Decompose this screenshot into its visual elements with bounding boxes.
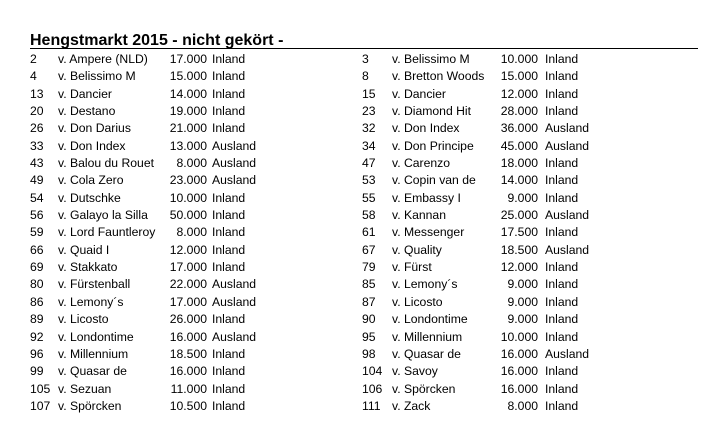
market: Ausland [212, 173, 257, 188]
sire-name: v. Belissimo M [58, 69, 136, 84]
price: 12.000 [500, 260, 538, 275]
lot-number: 34 [362, 138, 376, 153]
lot-number: 111 [362, 398, 381, 413]
market: Inland [545, 312, 579, 327]
market: Ausland [212, 329, 257, 344]
market: Inland [545, 86, 579, 101]
lot-number: 86 [30, 294, 44, 309]
price: 17.000 [169, 260, 207, 275]
lot-number: 105 [30, 381, 51, 396]
title-underline [30, 48, 698, 49]
price: 22.000 [169, 277, 207, 292]
market: Ausland [212, 156, 257, 171]
sire-name: v. Londontime [392, 312, 468, 327]
market: Inland [212, 104, 246, 119]
price: 9.000 [507, 294, 538, 309]
market: Inland [212, 225, 246, 240]
price: 10.000 [500, 329, 538, 344]
sire-name: v. Cola Zero [58, 173, 124, 188]
price: 8.000 [507, 398, 538, 413]
price: 16.000 [500, 346, 538, 361]
sire-name: v. Quality [392, 242, 442, 257]
lot-number: 66 [30, 242, 44, 257]
market: Inland [545, 190, 579, 205]
price: 17.500 [500, 225, 538, 240]
lot-number: 13 [30, 86, 44, 101]
lot-number: 67 [362, 242, 376, 257]
price: 10.500 [169, 398, 207, 413]
lot-number: 4 [30, 69, 37, 84]
market: Inland [545, 398, 579, 413]
market: Inland [212, 52, 246, 66]
sire-name: v. Balou du Rouet [58, 156, 154, 171]
market: Inland [212, 364, 246, 379]
price: 16.000 [500, 364, 538, 379]
sire-name: v. Stakkato [58, 260, 118, 275]
price: 15.000 [500, 69, 538, 84]
lot-number: 92 [30, 329, 44, 344]
lot-number: 104 [362, 364, 383, 379]
price: 26.000 [169, 312, 207, 327]
lot-number: 90 [362, 312, 376, 327]
market: Ausland [545, 121, 590, 136]
lot-number: 8 [362, 69, 369, 84]
market: Inland [212, 242, 246, 257]
lot-number: 61 [362, 225, 376, 240]
price: 17.000 [169, 294, 207, 309]
market: Inland [545, 364, 579, 379]
price: 10.000 [169, 190, 207, 205]
price: 9.000 [507, 312, 538, 327]
page-title: Hengstmarkt 2015 - nicht gekört - [30, 32, 284, 49]
lot-number: 69 [30, 260, 44, 275]
lot-number: 43 [30, 156, 44, 171]
market: Inland [545, 329, 579, 344]
market: Ausland [545, 138, 590, 153]
lot-number: 98 [362, 346, 376, 361]
sire-name: v. Quasar de [58, 364, 127, 379]
price: 12.000 [169, 242, 207, 257]
sire-name: v. Sezuan [58, 381, 112, 396]
lot-number: 32 [362, 121, 376, 136]
lot-number: 26 [30, 121, 44, 136]
sire-name: v. Dancier [58, 86, 112, 101]
sire-name: v. Don Principe [392, 138, 474, 153]
price: 23.000 [169, 173, 207, 188]
lot-number: 56 [30, 208, 44, 223]
lot-number: 107 [30, 398, 51, 413]
sire-name: v. Copin van de [392, 173, 476, 188]
market: Inland [545, 294, 579, 309]
lot-number: 2 [30, 52, 37, 66]
market: Inland [212, 260, 246, 275]
price: 13.000 [169, 138, 207, 153]
price: 10.000 [500, 52, 538, 66]
lot-number: 23 [362, 104, 376, 119]
price: 16.000 [169, 364, 207, 379]
sire-name: v. Licosto [392, 294, 443, 309]
sire-name: v. Dutschke [58, 190, 121, 205]
market: Inland [545, 173, 579, 188]
sire-name: v. Millennium [392, 329, 463, 344]
sire-name: v. Lemony´s [58, 294, 124, 309]
sire-name: v. Spörcken [58, 398, 122, 413]
lot-number: 3 [362, 52, 369, 66]
lot-number: 87 [362, 294, 376, 309]
price: 18.000 [500, 156, 538, 171]
price: 18.500 [169, 346, 207, 361]
lot-number: 96 [30, 346, 44, 361]
market: Ausland [545, 346, 590, 361]
price: 14.000 [500, 173, 538, 188]
market: Inland [212, 312, 246, 327]
lot-number: 33 [30, 138, 44, 153]
sire-name: v. Belissimo M [392, 52, 470, 66]
lot-number: 106 [362, 381, 383, 396]
market: Inland [545, 381, 579, 396]
price: 21.000 [169, 121, 207, 136]
lot-number: 95 [362, 329, 376, 344]
sire-name: v. Don Darius [58, 121, 131, 136]
price: 16.000 [500, 381, 538, 396]
lot-number: 99 [30, 364, 44, 379]
sire-name: v. Ampere (NLD) [58, 52, 148, 66]
sire-name: v. Lord Fauntleroy [58, 225, 156, 240]
market: Inland [545, 260, 579, 275]
market: Inland [212, 69, 246, 84]
market: Inland [545, 104, 579, 119]
market: Inland [545, 277, 579, 292]
sire-name: v. Zack [392, 398, 431, 413]
market: Inland [545, 156, 579, 171]
sire-name: v. Galayo la Silla [58, 208, 148, 223]
price: 18.500 [500, 242, 538, 257]
sire-name: v. Licosto [58, 312, 109, 327]
price: 45.000 [500, 138, 538, 153]
lot-number: 47 [362, 156, 376, 171]
sire-name: v. Don Index [392, 121, 460, 136]
price: 15.000 [169, 69, 207, 84]
market: Inland [212, 208, 246, 223]
lot-number: 55 [362, 190, 376, 205]
price: 9.000 [507, 277, 538, 292]
price: 19.000 [169, 104, 207, 119]
price: 11.000 [170, 381, 207, 396]
lot-number: 15 [362, 86, 376, 101]
market: Inland [545, 69, 579, 84]
price: 8.000 [176, 225, 207, 240]
market: Ausland [545, 208, 590, 223]
lot-number: 80 [30, 277, 44, 292]
market: Ausland [545, 242, 590, 257]
sire-name: v. Dancier [392, 86, 446, 101]
market: Inland [545, 52, 579, 66]
sire-name: v. Savoy [392, 364, 438, 379]
sire-name: v. Londontime [58, 329, 134, 344]
sire-name: v. Millennium [58, 346, 129, 361]
sire-name: v. Quasar de [392, 346, 461, 361]
sire-name: v. Diamond Hit [392, 104, 472, 119]
market: Inland [212, 190, 246, 205]
market: Ausland [212, 277, 257, 292]
market: Inland [212, 381, 246, 396]
lot-number: 85 [362, 277, 376, 292]
lot-number: 49 [30, 173, 44, 188]
price: 50.000 [169, 208, 207, 223]
sire-name: v. Fürst [392, 260, 432, 275]
lot-number: 54 [30, 190, 44, 205]
market: Ausland [212, 294, 257, 309]
lot-number: 79 [362, 260, 376, 275]
sire-name: v. Bretton Woods [392, 69, 485, 84]
market: Ausland [212, 138, 257, 153]
sire-name: v. Kannan [392, 208, 446, 223]
price: 36.000 [500, 121, 538, 136]
lot-number: 58 [362, 208, 376, 223]
sire-name: v. Embassy I [392, 190, 461, 205]
price: 12.000 [500, 86, 538, 101]
lot-number: 20 [30, 104, 44, 119]
price: 8.000 [176, 156, 207, 171]
sire-name: v. Fürstenball [58, 277, 131, 292]
market: Inland [212, 86, 246, 101]
price: 25.000 [500, 208, 538, 223]
sire-name: v. Destano [58, 104, 116, 119]
sire-name: v. Don Index [58, 138, 126, 153]
market: Inland [212, 398, 246, 413]
lot-number: 59 [30, 225, 44, 240]
lot-number: 53 [362, 173, 376, 188]
sire-name: v. Lemony´s [392, 277, 458, 292]
sire-name: v. Messenger [392, 225, 465, 240]
price: 16.000 [169, 329, 207, 344]
price: 9.000 [507, 190, 538, 205]
sire-name: v. Spörcken [392, 381, 456, 396]
sire-name: v. Quaid I [58, 242, 110, 257]
lot-number: 89 [30, 312, 44, 327]
price: 17.000 [169, 52, 207, 66]
market: Inland [545, 225, 579, 240]
sire-name: v. Carenzo [392, 156, 451, 171]
market: Inland [212, 121, 246, 136]
market: Inland [212, 346, 246, 361]
price: 28.000 [500, 104, 538, 119]
price: 14.000 [169, 86, 207, 101]
